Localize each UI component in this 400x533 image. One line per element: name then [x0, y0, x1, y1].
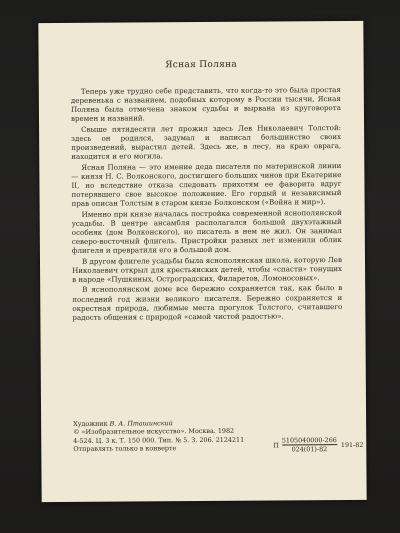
paragraph: Теперь уже трудно себе представить, что когда-то это была простая деревенька с названием, подобных которому в России тысячи, Ясная Поляна была отмечена знаком судьбы и вырвана из круговорота времен и названий.: [70, 85, 341, 124]
price-prefix: П: [273, 441, 279, 450]
artist-label: Художник: [73, 419, 108, 428]
postcard-back: [38, 21, 366, 502]
price-code: [273, 436, 363, 454]
order-line: 4-524. Ц. 3 к. Т. 150 000. Тип. № 5. З. 206. 2124211: [73, 435, 245, 445]
paragraph: В другом флигеле усадьбы была яснополянская школа, которую Лев Николаевич открыл для крестьянских детей, чтобы «спасти» тонущих в народе «Пушкиных, Остроградских, Филаретов, Ломоносовых».: [72, 254, 343, 284]
artist-name: В. А. Пташинский: [109, 419, 173, 428]
publisher-line: © «Изобразительное искусство». Москва. 1982: [73, 427, 235, 437]
paragraph: Ясная Поляна — это имение деда писателя по материнской линии — князя Н. С. Волконского, достигшего больших чинов при Екатерине II, но вследствие отказа следовать прихотям ее фаворита вдруг потерявшего свое высокое положение. Его гордый и независимый прав описан Толстым в старом князе Болконском («Война и мир»).: [71, 160, 342, 209]
paragraph: Именно при князе началась постройка современной яснополянской усадьбы. В центре ансамбля располагался большой двухэтажный особняк (дом Волконского), но писатель в нем не жил. Он занимал северо-восточный флигель. Пристройки разных лет изменили облик флигеля и превратили его в большой дом.: [71, 207, 342, 256]
paragraph: Свыше пятидесяти лет прожил здесь Лев Николаевич Толстой: здесь он родился, задумал и написал большинство своих произведений, вырастил детей. Здесь же, в лесу, на краю оврага, находится и его могила.: [71, 122, 342, 162]
page-title: Ясная Поляна: [165, 59, 238, 71]
price-denominator: 024(01)-82: [291, 445, 328, 454]
mailing-note: Отправлять только в конверте: [73, 444, 177, 453]
price-fraction: [282, 436, 337, 454]
paragraph: В яснополянском доме все бережно сохраняется так, как было в последний год жизни великого писателя. Бережно сохраняется и окрестная природа, любимые места прогулок Толстого, считавшего радость общения с природой «самой чистой радостью».: [72, 283, 343, 322]
article-body: [71, 85, 343, 323]
catalog-code: 191-82: [340, 440, 364, 449]
price-numerator: 5105040000-266: [281, 436, 337, 445]
